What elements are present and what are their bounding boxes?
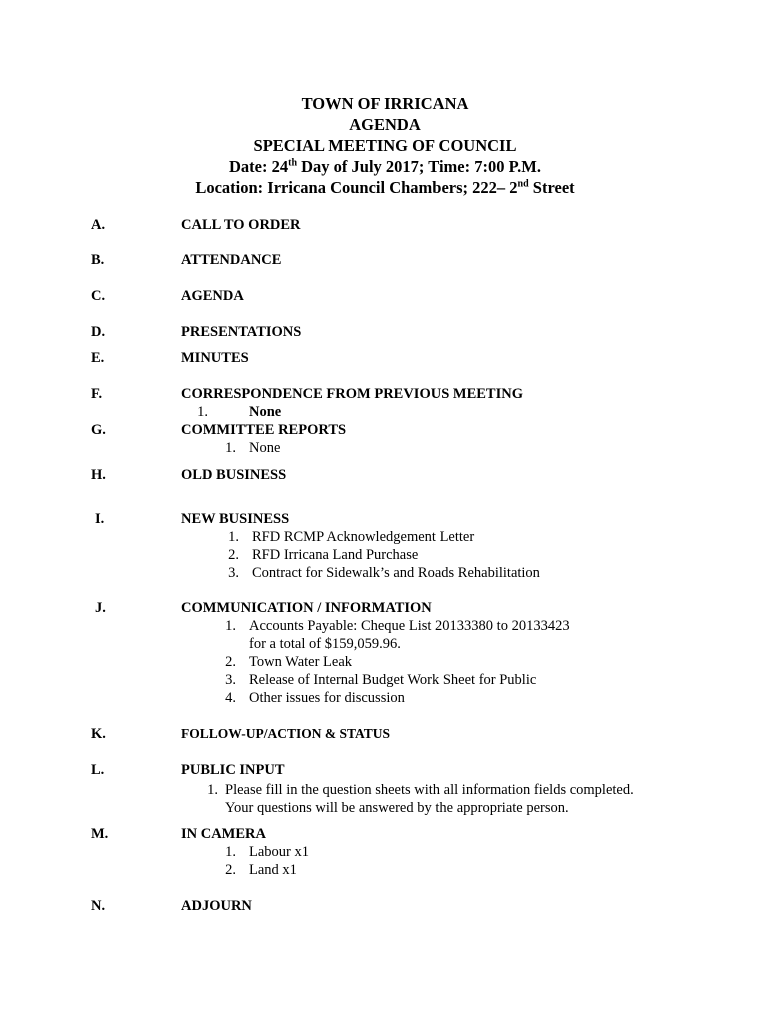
section-letter: J. — [95, 600, 106, 616]
section-letter: F. — [91, 386, 103, 402]
list-item-number: 1. — [228, 529, 239, 545]
section-title: CORRESPONDENCE FROM PREVIOUS MEETING — [181, 386, 523, 402]
list-item-text: RFD RCMP Acknowledgement Letter — [252, 529, 475, 545]
list-item-continuation: Your questions will be answered by the appropriate person. — [225, 800, 569, 816]
section-title: CALL TO ORDER — [181, 217, 301, 233]
section-title: ATTENDANCE — [181, 252, 282, 268]
list-item-text: Land x1 — [249, 862, 297, 878]
list-item-number: 2. — [225, 654, 236, 670]
date-suffix: Day of July 2017; Time: 7:00 P.M. — [297, 157, 541, 176]
meeting-type: SPECIAL MEETING OF COUNCIL — [253, 136, 517, 155]
agenda-header — [0, 93, 770, 198]
list-item-number: 1. — [197, 404, 208, 420]
section-title: FOLLOW-UP/ACTION & STATUS — [181, 726, 391, 741]
list-item-number: 2. — [228, 547, 239, 563]
location-prefix: Location: Irricana Council Chambers; 222– 2 — [195, 178, 518, 197]
section-letter: B. — [91, 252, 105, 268]
list-item-number: 2. — [225, 862, 236, 878]
list-item-text: Labour x1 — [249, 844, 309, 860]
list-item-continuation: for a total of $159,059.96. — [249, 636, 401, 652]
list-item-number: 1. — [225, 440, 236, 456]
meeting-location — [0, 177, 770, 198]
date-prefix: Date: 24 — [229, 157, 289, 176]
document-type: AGENDA — [349, 115, 421, 134]
section-letter: L. — [91, 762, 105, 778]
list-item-number: 4. — [225, 690, 236, 706]
section-title: COMMUNICATION / INFORMATION — [181, 600, 432, 616]
list-item-number: 1. — [225, 844, 236, 860]
list-item-text: Contract for Sidewalk’s and Roads Rehabilitation — [252, 565, 540, 581]
list-item-number: 3. — [225, 672, 236, 688]
section-letter: M. — [91, 826, 109, 842]
date-superscript: th — [288, 157, 298, 169]
section-title: PRESENTATIONS — [181, 324, 302, 340]
section-letter: I. — [95, 511, 105, 527]
section-letter: G. — [91, 422, 106, 438]
section-letter: H. — [91, 467, 106, 483]
section-title: COMMITTEE REPORTS — [181, 422, 347, 438]
section-title: PUBLIC INPUT — [181, 762, 285, 778]
section-title: NEW BUSINESS — [181, 511, 290, 527]
section-letter: E. — [91, 350, 105, 366]
list-item-text: RFD Irricana Land Purchase — [252, 547, 419, 563]
meeting-date-time — [0, 156, 770, 177]
list-item-text: None — [249, 404, 282, 420]
section-letter: A. — [91, 217, 106, 233]
section-letter: C. — [91, 288, 106, 304]
location-suffix: Street — [528, 178, 575, 197]
list-item-text: Release of Internal Budget Work Sheet for Public — [249, 672, 537, 688]
list-item-number: 3. — [228, 565, 239, 581]
section-letter: N. — [91, 898, 106, 914]
location-superscript: nd — [517, 178, 529, 190]
section-title: IN CAMERA — [181, 826, 266, 842]
list-item-text: None — [249, 440, 281, 456]
list-item-number: 1. — [207, 782, 218, 798]
section-letter: K. — [91, 726, 106, 742]
section-title: ADJOURN — [181, 898, 252, 914]
list-item-text: Town Water Leak — [249, 654, 353, 670]
section-title: OLD BUSINESS — [181, 467, 287, 483]
list-item-text: Accounts Payable: Cheque List 20133380 to 20133423 — [249, 618, 570, 634]
section-title: MINUTES — [181, 350, 249, 366]
section-letter: D. — [91, 324, 106, 340]
section-title: AGENDA — [181, 288, 244, 304]
list-item-text: Other issues for discussion — [249, 690, 405, 706]
town-name: TOWN OF IRRICANA — [301, 94, 469, 113]
list-item-text: Please fill in the question sheets with all information fields completed. — [225, 782, 634, 798]
list-item-number: 1. — [225, 618, 236, 634]
